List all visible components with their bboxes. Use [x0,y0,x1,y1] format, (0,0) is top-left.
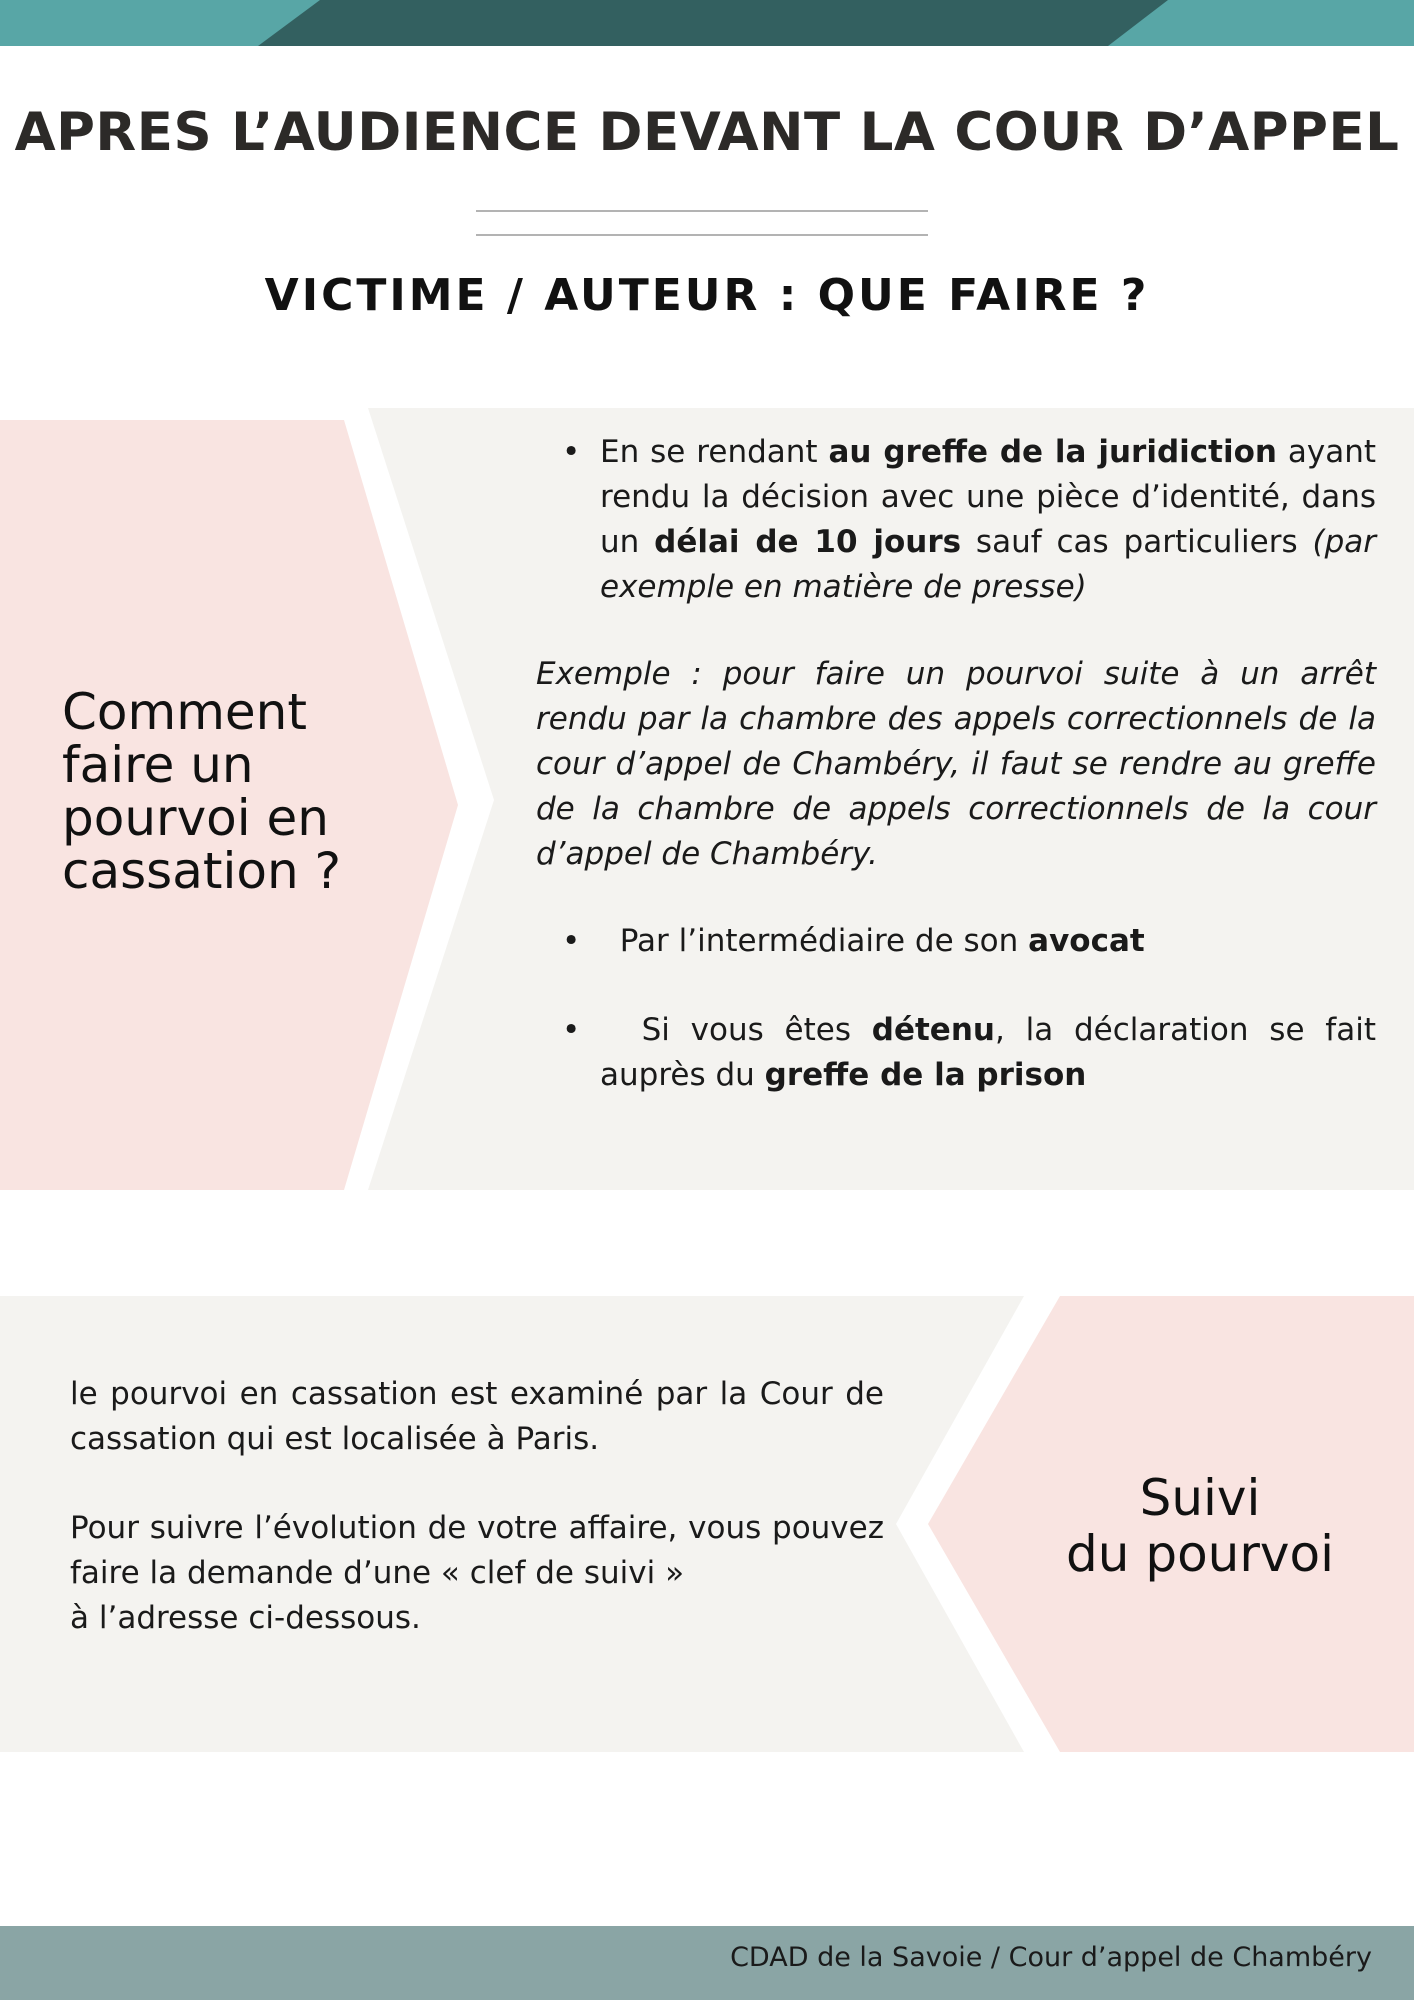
page-title: APRES L’AUDIENCE DEVANT LA COUR D’APPEL [14,102,1400,163]
bullet2-bold-avocat: avocat [1028,923,1145,959]
bullet1-bold-delai: délai de 10 jours [654,524,962,560]
suivi-paragraph-1: le pourvoi en cassation est examiné par la Cour de cassation qui est localisée à Paris. [70,1376,884,1457]
bullet-greffe-juridiction [536,430,1376,610]
bullet-avocat [536,919,1376,964]
suivi-heading-line1: Suivi [1139,1469,1261,1527]
bullet2-text: Par l’intermédiaire de son [619,923,1029,959]
suivi-heading [1040,1470,1360,1582]
suivi-heading-line2: du pourvoi [1066,1525,1334,1583]
page-subtitle: VICTIME / AUTEUR : QUE FAIRE ? [264,270,1150,321]
divider-line-bottom [476,234,928,236]
bullet3-bold-detenu: détenu [871,1012,995,1048]
bullet1-bold-greffe: au greffe de la juridiction [828,434,1277,470]
divider-line-top [476,210,928,212]
suivi-paragraph-2-line1: Pour suivre l’évolution de votre affaire, vous pouvez faire la demande d’une « clef de suivi » [70,1510,884,1591]
pourvoi-instructions [536,430,1376,1098]
bullet1-italic-presse: (par exemple en matière de presse) [600,524,1377,605]
bullet1-text-1: En se rendant [600,434,829,470]
bullet-detenu [536,1008,1376,1098]
bullet1-text-3: sauf cas particuliers [961,524,1313,560]
bullet1-text-2: ayant rendu la décision avec une pièce d’identité, dans un [600,434,1377,560]
footer-text: CDAD de la Savoie / Cour d’appel de Chambéry [730,1942,1372,1973]
pourvoi-question-heading: Comment faire un pourvoi en cassation ? [62,683,342,900]
bullet3-bold-prison: greffe de la prison [764,1057,1087,1093]
bullet3-text-1: Si vous êtes [641,1012,872,1048]
pourvoi-example: Exemple : pour faire un pourvoi suite à un arrêt rendu par la chambre des appels correctionnels de la cour d’appel de Chambéry, il faut se rendre au greffe de la chambre de appels correctionnels de la cour d’appel de Chambéry. [536,656,1376,872]
suivi-paragraph-2 [70,1506,884,1641]
suivi-text [70,1372,884,1641]
suivi-paragraph-2-line2: à l’adresse ci-dessous. [70,1600,421,1636]
bullet3-text-2: , la déclaration se fait auprès du [600,1012,1376,1093]
